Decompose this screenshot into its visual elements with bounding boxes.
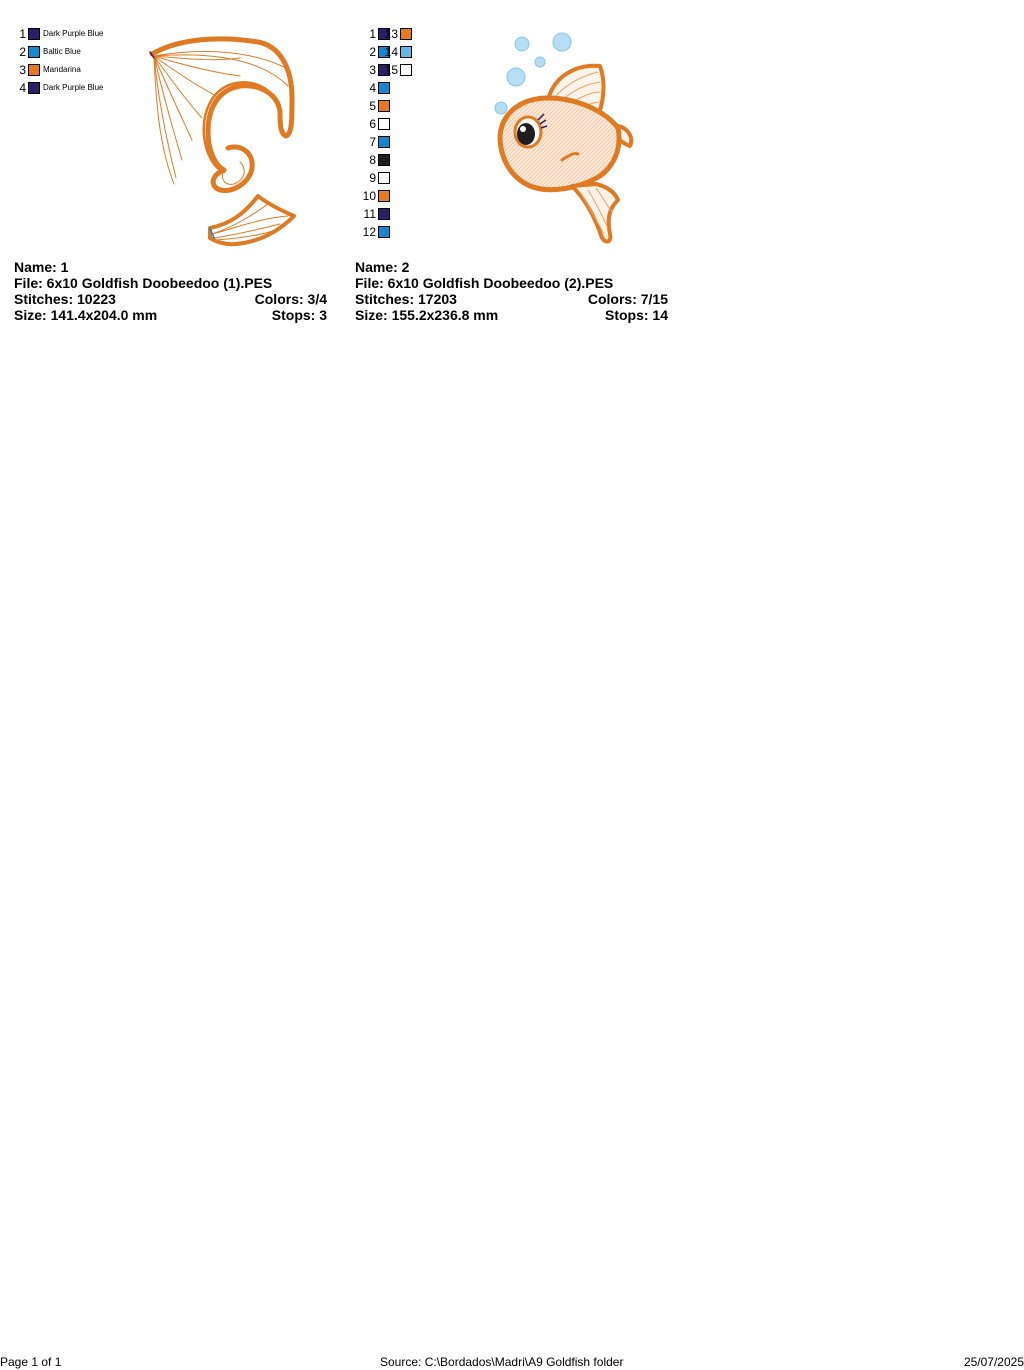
thread-number: 12 xyxy=(362,225,376,239)
thread-number: 11 xyxy=(363,207,376,221)
thread-color-row xyxy=(350,189,390,203)
design-panel-1 xyxy=(0,0,340,330)
thread-color-row xyxy=(384,27,412,41)
design-stops: Stops: 14 xyxy=(604,307,668,323)
thread-color-row xyxy=(0,63,81,77)
thread-number: 1 xyxy=(19,27,26,41)
thread-color-row xyxy=(384,63,412,77)
design-info xyxy=(14,259,327,323)
thread-number: 1 xyxy=(369,27,376,41)
design-name: Name: 2 xyxy=(355,259,410,275)
design-stitches: Stitches: 17203 xyxy=(355,291,457,307)
thread-number: 15 xyxy=(384,63,398,77)
thread-color-row xyxy=(350,135,390,149)
design-colors: Colors: 7/15 xyxy=(587,291,668,307)
thread-swatch xyxy=(378,226,390,238)
thread-number: 4 xyxy=(19,81,26,95)
design-info xyxy=(355,259,668,323)
source-path: Source: C:\Bordados\Madri\A9 Goldfish folder xyxy=(380,1355,624,1369)
thread-swatch xyxy=(28,28,40,40)
thread-color-row xyxy=(350,207,390,221)
page-number: Page 1 of 1 xyxy=(0,1355,62,1369)
thread-swatch xyxy=(28,82,40,94)
design-name: Name: 1 xyxy=(14,259,69,275)
thread-swatch xyxy=(400,46,412,58)
design-file: File: 6x10 Goldfish Doobeedoo (1).PES xyxy=(14,275,273,291)
thread-name: Dark Purple Blue xyxy=(43,83,104,92)
thread-swatch xyxy=(378,190,390,202)
thread-number: 9 xyxy=(369,171,376,185)
print-date: 25/07/2025 xyxy=(963,1355,1024,1369)
thread-color-row xyxy=(350,99,390,113)
thread-number: 2 xyxy=(369,45,376,59)
design-file: File: 6x10 Goldfish Doobeedoo (2).PES xyxy=(355,275,614,291)
thread-color-row xyxy=(350,171,390,185)
thread-swatch xyxy=(378,82,390,94)
thread-number: 8 xyxy=(369,153,376,167)
thread-number: 13 xyxy=(384,27,398,41)
thread-color-row xyxy=(350,117,390,131)
thread-color-row xyxy=(0,27,103,41)
thread-color-row xyxy=(350,81,390,95)
thread-swatch xyxy=(28,46,40,58)
design-colors: Colors: 3/4 xyxy=(254,291,327,307)
thread-color-row xyxy=(350,225,390,239)
thread-number: 2 xyxy=(19,45,26,59)
thread-number: 4 xyxy=(369,81,376,95)
thread-swatch xyxy=(378,208,390,220)
design-stops: Stops: 3 xyxy=(271,307,327,323)
design-stitches: Stitches: 10223 xyxy=(14,291,116,307)
thread-number: 3 xyxy=(369,63,376,77)
thread-name: Baltic Blue xyxy=(43,47,81,56)
design-panel-2 xyxy=(350,0,680,330)
thread-name: Mandarina xyxy=(43,65,81,74)
thread-number: 14 xyxy=(384,45,398,59)
thread-color-row xyxy=(0,81,103,95)
thread-swatch xyxy=(378,136,390,148)
embroidery-preview-fins xyxy=(140,28,310,252)
embroidery-preview-goldfish xyxy=(488,28,638,250)
thread-swatch xyxy=(400,64,412,76)
thread-number: 3 xyxy=(19,63,26,77)
thread-number: 6 xyxy=(369,117,376,131)
thread-number: 10 xyxy=(362,189,376,203)
thread-swatch xyxy=(400,28,412,40)
thread-name: Dark Purple Blue xyxy=(43,29,104,38)
thread-color-row xyxy=(384,45,412,59)
design-size: Size: 141.4x204.0 mm xyxy=(14,307,158,323)
thread-color-row xyxy=(350,153,390,167)
thread-number: 5 xyxy=(369,99,376,113)
thread-swatch xyxy=(28,64,40,76)
thread-color-row xyxy=(0,45,81,59)
design-size: Size: 155.2x236.8 mm xyxy=(355,307,499,323)
thread-swatch xyxy=(378,100,390,112)
thread-swatch xyxy=(378,118,390,130)
thread-swatch xyxy=(378,172,390,184)
thread-number: 7 xyxy=(369,135,376,149)
thread-swatch xyxy=(378,154,390,166)
